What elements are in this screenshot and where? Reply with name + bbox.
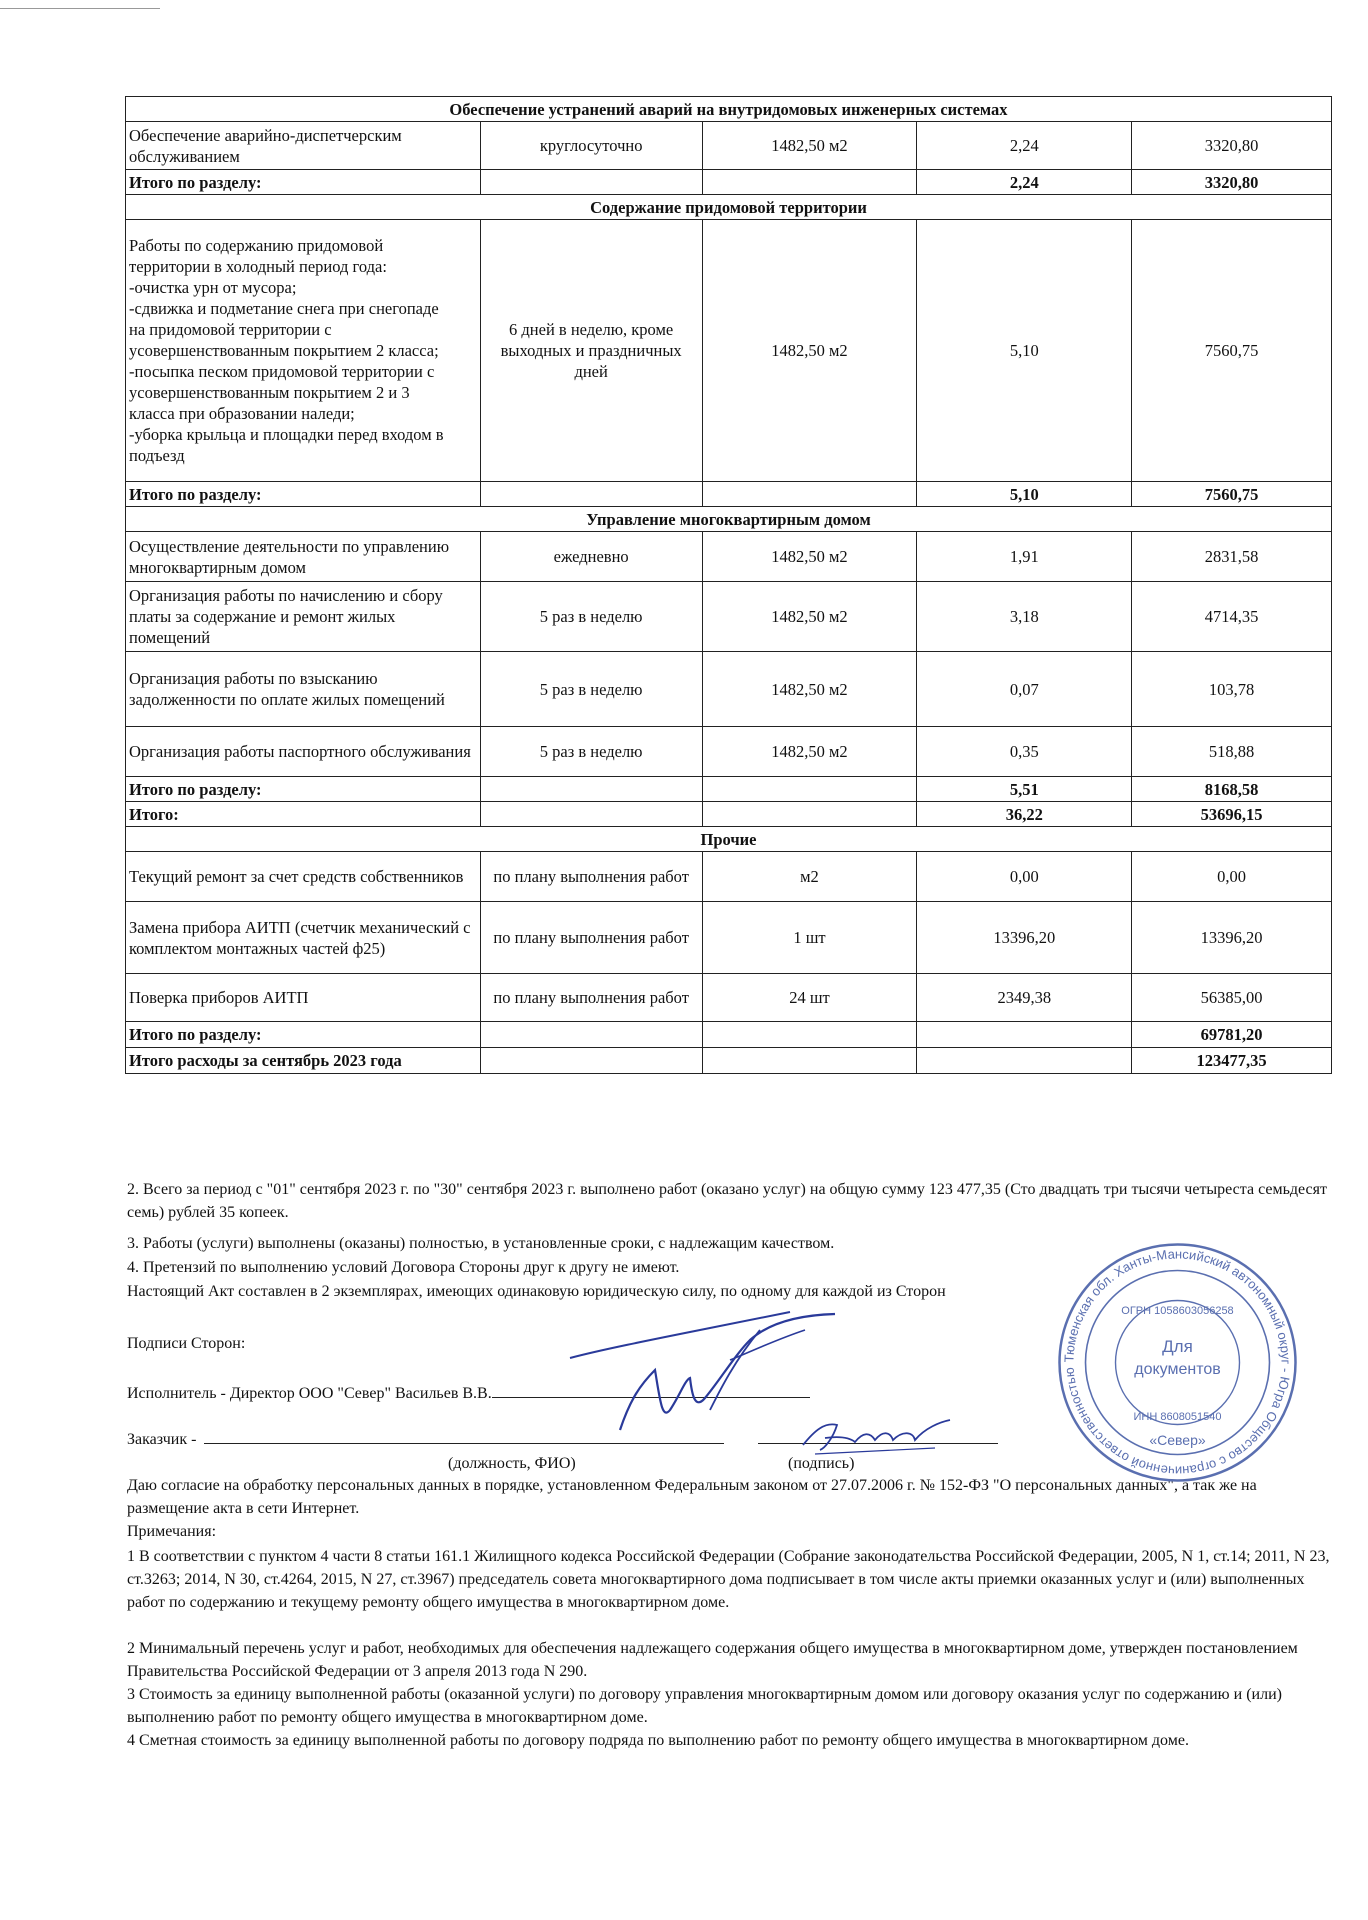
service-frequency: 6 дней в неделю, кроме выходных и праздничных дней [480, 220, 702, 482]
total-label: Итого по разделу: [126, 170, 481, 195]
service-sum: 4714,35 [1132, 582, 1332, 652]
service-rate: 2349,38 [917, 974, 1132, 1022]
service-frequency: круглосуточно [480, 122, 702, 170]
total-label: Итого по разделу: [126, 482, 481, 507]
service-area: 1482,50 м2 [702, 727, 917, 777]
section-title: Управление многоквартирным домом [126, 507, 1332, 532]
section-header [126, 507, 1332, 532]
section-header [126, 827, 1332, 852]
service-sum: 56385,00 [1132, 974, 1332, 1022]
service-name: Поверка приборов АИТП [126, 974, 481, 1022]
table-row [126, 122, 1332, 170]
consent-text: Даю согласие на обработку персональных данных в порядке, установленном Федеральным законом от 27.07.2006 г. № 152-ФЗ "О персональных данных", а так же на размещение акта в сети Интернет. [127, 1477, 1257, 1517]
note-1: 1 В соответствии с пунктом 4 части 8 статьи 161.1 Жилищного кодекса Российской Федерации (Собрание законодательства Российской Федерации, 2005, N 1, ст.14; 2011, N 23, ст.3263; 2014, N 30, ст.4264, 2015, N 27, ст.3967) председатель совета многоквартирного дома подписывает в том числе акты приемки оказанных услуг и (или) выполненных работ по содержанию и текущему ремонту общего имущества в многоквартирном доме. [127, 1548, 1330, 1611]
service-frequency: 5 раз в неделю [480, 582, 702, 652]
note-4: 4 Сметная стоимость за единицу выполненной работы по договору подряда по выполнению работ по ремонту общего имущества в многоквартирном доме. [127, 1732, 1189, 1749]
service-rate: 2,24 [917, 122, 1132, 170]
grand-total-rate: 36,22 [917, 802, 1132, 827]
month-total-label: Итого расходы за сентябрь 2023 года [126, 1048, 481, 1074]
month-total-row [126, 1048, 1332, 1074]
section-title: Прочие [126, 827, 1332, 852]
service-name: Обеспечение аварийно-диспетчерским обслуживанием [126, 122, 481, 170]
service-name: Замена прибора АИТП (счетчик механический с комплектом монтажных частей ф25) [126, 902, 481, 974]
service-area: 24 шт [702, 974, 917, 1022]
paragraph-total: 2. Всего за период с "01" сентября 2023 г. по "30" сентября 2023 г. выполнено работ (оказано услуг) на общую сумму 123 477,35 (Сто двадцать три тысячи четыреста семьдесят семь) рублей 35 копеек. [127, 1181, 1327, 1221]
service-name: Организация работы по взысканию задолженности по оплате жилых помещений [126, 652, 481, 727]
total-rate: 5,51 [917, 777, 1132, 802]
service-area: 1482,50 м2 [702, 122, 917, 170]
service-rate: 5,10 [917, 220, 1132, 482]
svg-text:ОГРН 1058603056258: ОГРН 1058603056258 [1121, 1305, 1234, 1317]
service-name: Осуществление деятельности по управлению многоквартирным домом [126, 532, 481, 582]
service-frequency: 5 раз в неделю [480, 727, 702, 777]
service-rate: 13396,20 [917, 902, 1132, 974]
grand-total-row [126, 802, 1332, 827]
svg-text:Для: Для [1162, 1337, 1193, 1356]
svg-text:Тюменская обл. Ханты-Мансийски: Тюменская обл. Ханты-Мансийский автономный округ - Югра Общество с ограниченной ответственностью [1061, 1246, 1294, 1479]
signatures-title: Подписи Сторон: [127, 1335, 246, 1352]
service-sum: 103,78 [1132, 652, 1332, 727]
table-row [126, 727, 1332, 777]
total-sum: 7560,75 [1132, 482, 1332, 507]
total-rate: 2,24 [917, 170, 1132, 195]
grand-total-label: Итого: [126, 802, 481, 827]
table-row [126, 582, 1332, 652]
service-name: Организация работы по начислению и сбору платы за содержание и ремонт жилых помещений [126, 582, 481, 652]
service-sum: 518,88 [1132, 727, 1332, 777]
section-total-row [126, 1022, 1332, 1048]
total-rate: 5,10 [917, 482, 1132, 507]
service-frequency: ежедневно [480, 532, 702, 582]
total-sum: 3320,80 [1132, 170, 1332, 195]
grand-total-sum: 53696,15 [1132, 802, 1332, 827]
section-total-row [126, 482, 1332, 507]
service-rate: 3,18 [917, 582, 1132, 652]
note-2: 2 Минимальный перечень услуг и работ, необходимых для обеспечения надлежащего содержания общего имущества в многоквартирном доме, утвержден постановлением Правительства Российской Федерации от 3 апреля 2013 года N 290. [127, 1640, 1298, 1680]
service-area: 1482,50 м2 [702, 582, 917, 652]
service-rate: 0,00 [917, 852, 1132, 902]
service-sum: 3320,80 [1132, 122, 1332, 170]
service-frequency: по плану выполнения работ [480, 852, 702, 902]
service-frequency: 5 раз в неделю [480, 652, 702, 727]
customer-label: Заказчик - [127, 1431, 197, 1448]
table-row [126, 532, 1332, 582]
caption-signature: (подпись) [788, 1455, 855, 1472]
service-rate: 0,35 [917, 727, 1132, 777]
service-area: 1 шт [702, 902, 917, 974]
section-header [126, 97, 1332, 122]
customer-signature-image [795, 1410, 955, 1460]
paragraph-claims: 4. Претензий по выполнению условий Договора Стороны друг к другу не имеют. [127, 1259, 680, 1276]
total-label: Итого по разделу: [126, 1022, 481, 1048]
section-total-row [126, 777, 1332, 802]
table-row [126, 974, 1332, 1022]
svg-text:документов: документов [1134, 1361, 1221, 1378]
paragraph-quality: 3. Работы (услуги) выполнены (оказаны) полностью, в установленные сроки, с надлежащим качеством. [127, 1235, 835, 1252]
total-sum: 8168,58 [1132, 777, 1332, 802]
service-frequency: по плану выполнения работ [480, 902, 702, 974]
service-area: 1482,50 м2 [702, 532, 917, 582]
total-sum: 69781,20 [1132, 1022, 1332, 1048]
executor-label: Исполнитель - Директор ООО "Север" Васильев В.В. [127, 1385, 492, 1402]
section-title: Содержание придомовой территории [126, 195, 1332, 220]
paragraph-copies: Настоящий Акт составлен в 2 экземплярах, имеющих одинаковую юридическую силу, по одному для каждой из Сторон [127, 1283, 946, 1300]
caption-position: (должность, ФИО) [448, 1455, 576, 1472]
svg-text:ИНН 8608051540: ИНН 8608051540 [1133, 1411, 1222, 1423]
section-header [126, 195, 1332, 220]
service-area: 1482,50 м2 [702, 220, 917, 482]
service-sum: 2831,58 [1132, 532, 1332, 582]
scan-edge-line [0, 8, 160, 9]
company-stamp-image [1055, 1240, 1300, 1485]
service-rate: 1,91 [917, 532, 1132, 582]
service-rate: 0,07 [917, 652, 1132, 727]
notes-title: Примечания: [127, 1523, 217, 1540]
service-frequency: по плану выполнения работ [480, 974, 702, 1022]
section-title: Обеспечение устранений аварий на внутридомовых инженерных системах [126, 97, 1332, 122]
section-total-row [126, 170, 1332, 195]
services-table [125, 96, 1332, 1074]
table-row [126, 652, 1332, 727]
month-total-sum: 123477,35 [1132, 1048, 1332, 1074]
service-area: 1482,50 м2 [702, 652, 917, 727]
total-label: Итого по разделу: [126, 777, 481, 802]
table-row [126, 220, 1332, 482]
service-area: м2 [702, 852, 917, 902]
service-name-multiline: Работы по содержанию придомовой территории в холодный период года: -очистка урн от мусора; -сдвижка и подметание снега при снегопаде на придомовой территории с усовершенствованным покрытием 2 класса; -посыпка песком придомовой территории с усовершенствованным покрытием 2 и 3 класса при образовании наледи; -уборка крыльца и площадки перед входом в подъезд [126, 220, 481, 482]
service-name: Организация работы паспортного обслуживания [126, 727, 481, 777]
service-sum: 7560,75 [1132, 220, 1332, 482]
note-3: 3 Стоимость за единицу выполненной работы (оказанной услуги) по договору управления многоквартирным домом или договору оказания услуг по содержанию и (или) выполнению работ по ремонту общего имущества в многоквартирном доме. [127, 1686, 1282, 1726]
service-sum: 0,00 [1132, 852, 1332, 902]
table-row [126, 852, 1332, 902]
service-sum: 13396,20 [1132, 902, 1332, 974]
table-row [126, 902, 1332, 974]
service-name: Текущий ремонт за счет средств собственников [126, 852, 481, 902]
svg-text:«Север»: «Север» [1149, 1432, 1206, 1448]
